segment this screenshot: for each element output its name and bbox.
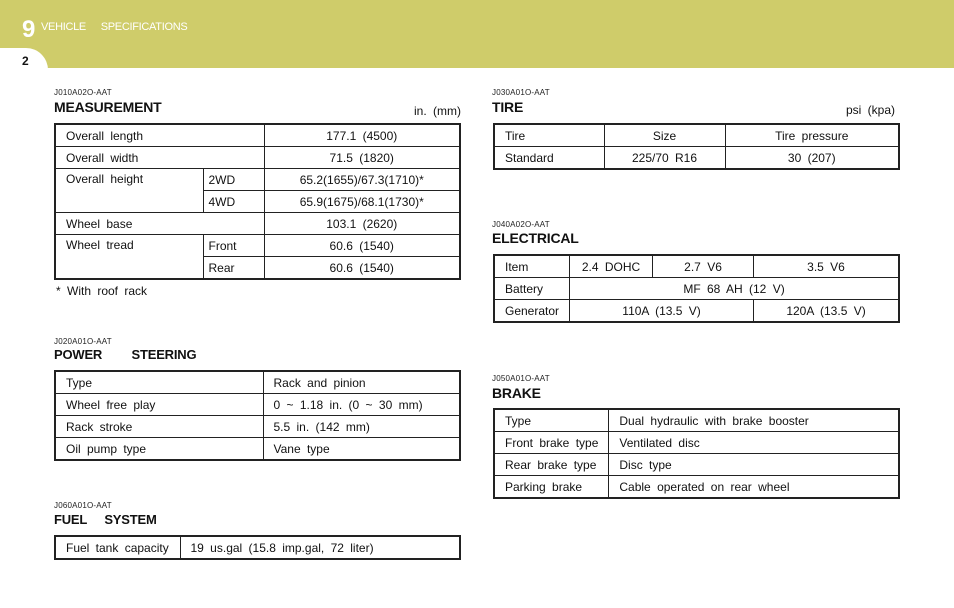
steering-type-label: Type xyxy=(55,371,263,394)
electrical-header-24-dohc: 2.4 DOHC xyxy=(570,255,653,278)
overall-height-value-2wd: 65.2(1655)/67.3(1710)* xyxy=(264,169,460,191)
tire-standard-pressure: 30 (207) xyxy=(725,147,899,170)
wheel-tread-value-front: 60.6 (1540) xyxy=(264,235,460,257)
tire-title: TIRE xyxy=(492,99,524,115)
header-banner xyxy=(0,0,954,68)
page-number: 2 xyxy=(22,54,29,68)
generator-value-110a: 110A (13.5 V) xyxy=(570,300,754,323)
table-row xyxy=(494,476,899,499)
overall-width-label: Overall width xyxy=(55,147,264,169)
electrical-header-item: Item xyxy=(494,255,570,278)
tire-header-size: Size xyxy=(604,124,725,147)
wheel-tread-value-rear: 60.6 (1540) xyxy=(264,257,460,280)
rear-brake-type-label: Rear brake type xyxy=(494,454,609,476)
chapter-number: 9 xyxy=(22,16,36,43)
table-row xyxy=(494,432,899,454)
power-steering-code: J020A01O-AAT xyxy=(54,337,112,346)
table-row xyxy=(55,438,460,461)
fuel-system-table xyxy=(54,535,461,560)
generator-value-120a: 120A (13.5 V) xyxy=(754,300,899,323)
measurement-unit: in. (mm) xyxy=(414,104,461,118)
table-row xyxy=(55,394,460,416)
fuel-tank-capacity-value: 19 us.gal (15.8 imp.gal, 72 liter) xyxy=(180,536,460,559)
power-steering-title: POWER STEERING xyxy=(54,347,197,362)
brake-type-value: Dual hydraulic with brake booster xyxy=(609,409,899,432)
oil-pump-type-value: Vane type xyxy=(263,438,460,461)
overall-length-value: 177.1 (4500) xyxy=(264,124,460,147)
measurement-title: MEASUREMENT xyxy=(54,99,162,115)
table-row xyxy=(55,213,460,235)
table-row xyxy=(494,409,899,432)
table-row xyxy=(494,255,899,278)
table-row xyxy=(494,278,899,300)
table-row xyxy=(55,147,460,169)
brake-title: BRAKE xyxy=(492,385,541,401)
tire-header-tire: Tire xyxy=(494,124,604,147)
overall-height-sub-2wd: 2WD xyxy=(203,169,264,191)
table-row xyxy=(55,169,460,191)
electrical-table xyxy=(493,254,900,323)
measurement-note: * With roof rack xyxy=(56,284,148,298)
table-row xyxy=(494,454,899,476)
overall-width-value: 71.5 (1820) xyxy=(264,147,460,169)
wheel-free-play-label: Wheel free play xyxy=(55,394,263,416)
oil-pump-type-label: Oil pump type xyxy=(55,438,263,461)
table-row xyxy=(55,536,460,559)
table-row xyxy=(494,124,899,147)
wheel-base-label: Wheel base xyxy=(55,213,264,235)
wheel-free-play-value: 0 ~ 1.18 in. (0 ~ 30 mm) xyxy=(263,394,460,416)
tire-unit: psi (kpa) xyxy=(846,103,896,117)
table-row xyxy=(55,124,460,147)
brake-table xyxy=(493,408,900,499)
rear-brake-type-value: Disc type xyxy=(609,454,899,476)
wheel-tread-label: Wheel tread xyxy=(55,235,203,280)
tire-standard-size: 225/70 R16 xyxy=(604,147,725,170)
generator-label: Generator xyxy=(494,300,570,323)
measurement-table xyxy=(54,123,461,280)
front-brake-type-value: Ventilated disc xyxy=(609,432,899,454)
tire-code: J030A01O-AAT xyxy=(492,88,550,97)
parking-brake-value: Cable operated on rear wheel xyxy=(609,476,899,499)
power-steering-table xyxy=(54,370,461,461)
rack-stroke-value: 5.5 in. (142 mm) xyxy=(263,416,460,438)
fuel-system-code: J060A01O-AAT xyxy=(54,501,112,510)
battery-value: MF 68 AH (12 V) xyxy=(570,278,899,300)
table-row xyxy=(494,147,899,170)
battery-label: Battery xyxy=(494,278,570,300)
electrical-header-35-v6: 3.5 V6 xyxy=(754,255,899,278)
brake-code: J050A01O-AAT xyxy=(492,374,550,383)
fuel-tank-capacity-label: Fuel tank capacity xyxy=(55,536,180,559)
electrical-code: J040A02O-AAT xyxy=(492,220,550,229)
overall-height-value-4wd: 65.9(1675)/68.1(1730)* xyxy=(264,191,460,213)
overall-height-label: Overall height xyxy=(55,169,203,213)
table-row xyxy=(55,416,460,438)
tire-standard-label: Standard xyxy=(494,147,604,170)
wheel-base-value: 103.1 (2620) xyxy=(264,213,460,235)
front-brake-type-label: Front brake type xyxy=(494,432,609,454)
table-row xyxy=(55,371,460,394)
table-row xyxy=(494,300,899,323)
wheel-tread-sub-front: Front xyxy=(203,235,264,257)
overall-height-sub-4wd: 4WD xyxy=(203,191,264,213)
steering-type-value: Rack and pinion xyxy=(263,371,460,394)
overall-length-label: Overall length xyxy=(55,124,264,147)
parking-brake-label: Parking brake xyxy=(494,476,609,499)
electrical-title: ELECTRICAL xyxy=(492,230,579,246)
tire-table xyxy=(493,123,900,170)
wheel-tread-sub-rear: Rear xyxy=(203,257,264,280)
measurement-code: J010A02O-AAT xyxy=(54,88,112,97)
rack-stroke-label: Rack stroke xyxy=(55,416,263,438)
brake-type-label: Type xyxy=(494,409,609,432)
chapter-title: VEHICLE SPECIFICATIONS xyxy=(41,21,188,33)
table-row xyxy=(55,235,460,257)
tire-header-pressure: Tire pressure xyxy=(725,124,899,147)
electrical-header-27-v6: 2.7 V6 xyxy=(653,255,754,278)
fuel-system-title: FUEL SYSTEM xyxy=(54,512,157,527)
